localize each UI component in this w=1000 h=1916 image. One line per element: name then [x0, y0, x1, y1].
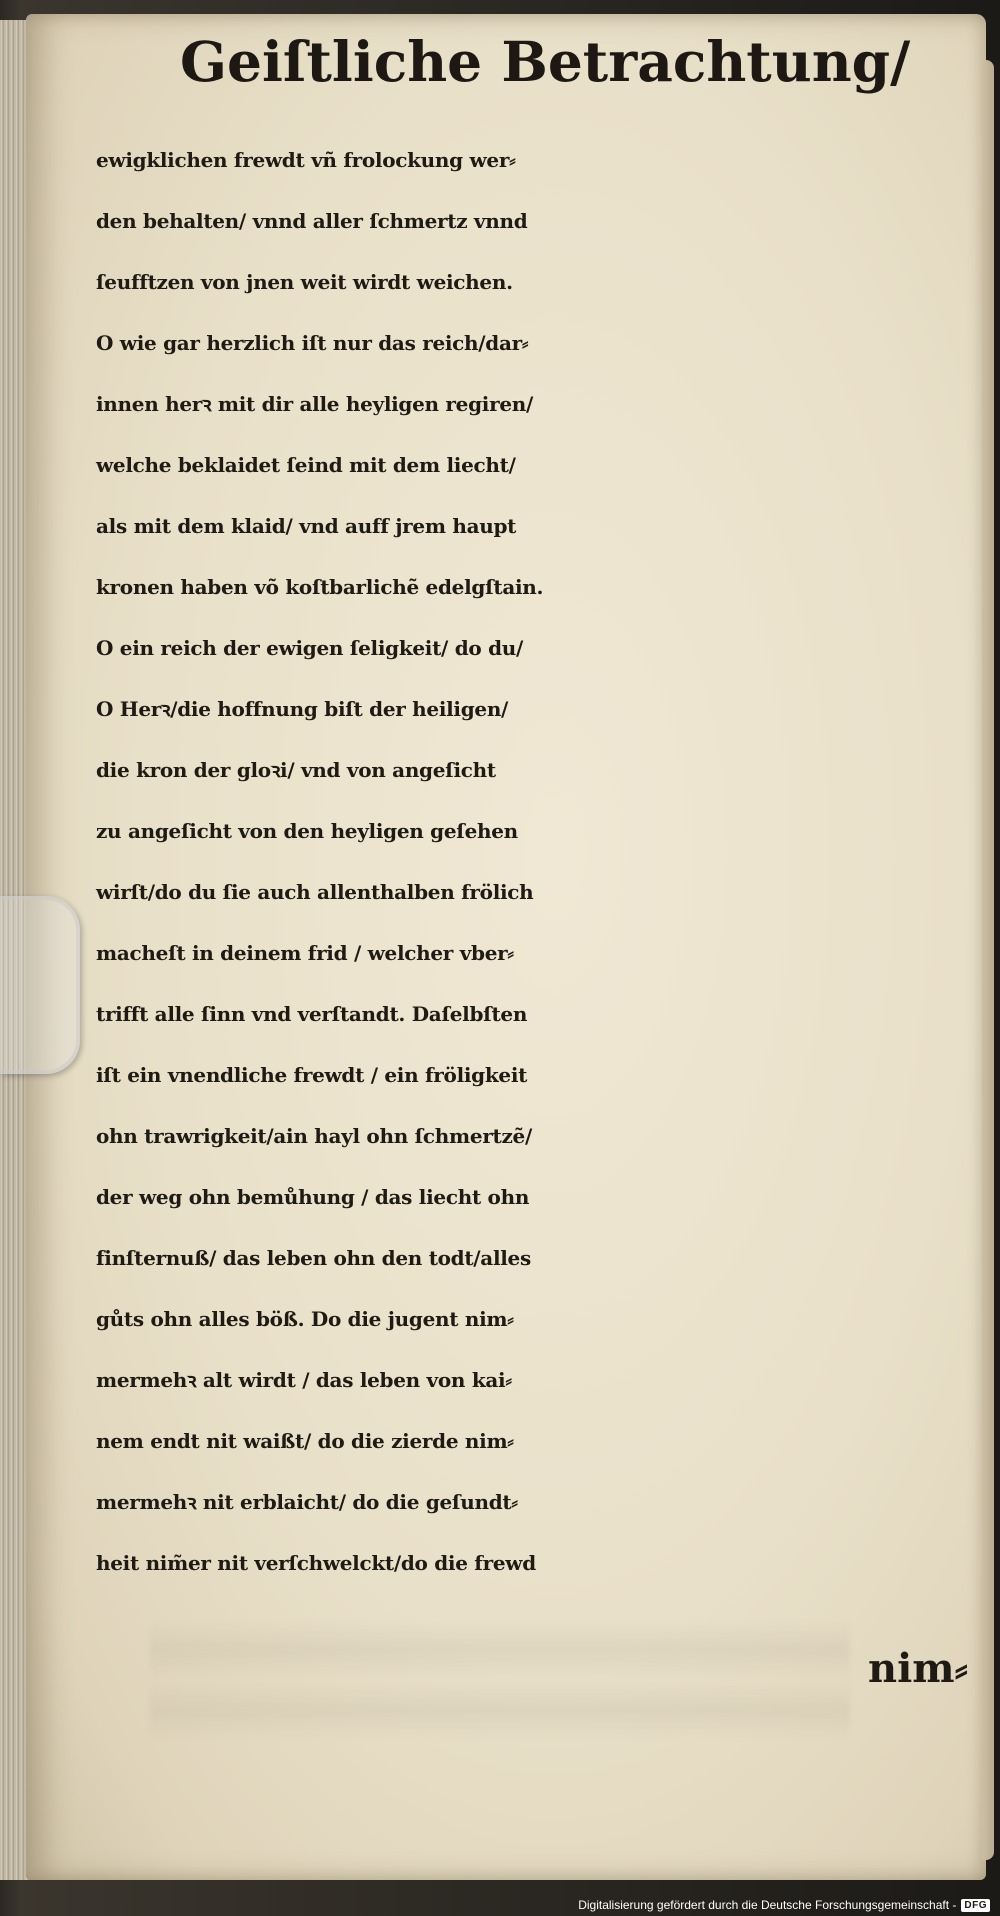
text-line: macheſt in deinem frid / welcher vber⸗ — [96, 941, 514, 965]
catchword: nim⸗ — [868, 1645, 968, 1692]
text-line: die kron der gloꝛi/ vnd von angeſicht — [96, 758, 496, 782]
text-line: iſt ein vnendliche frewdt / ein fröligkeit — [96, 1063, 528, 1087]
text-line: ohn trawrigkeit/ain hayl ohn ſchmertzẽ/ — [96, 1124, 532, 1148]
text-line: O ein reich der ewigen ſeligkeit/ do du/ — [96, 636, 524, 660]
running-head: Geiſtliche Betrachtung/ — [180, 29, 911, 94]
dfg-logo-icon: DFG — [961, 1899, 990, 1912]
text-line: finſternuß/ das leben ohn den todt/alles — [96, 1246, 531, 1270]
text-line: heit nim̃er nit verſchwelckt/do die frewd — [96, 1551, 536, 1575]
text-line: mermehꝛ alt wirdt / das leben von kai⸗ — [96, 1368, 512, 1392]
text-line: ſeufftzen von jnen weit wirdt weichen. — [96, 270, 513, 294]
text-line: kronen haben võ koſtbarlichẽ edelgſtain. — [96, 575, 544, 599]
text-line: ewigklichen frewdt vñ frolockung wer⸗ — [96, 148, 516, 172]
text-line: den behalten/ vnnd aller ſchmertz vnnd — [96, 209, 528, 233]
bleed-through-text — [150, 1620, 850, 1740]
text-line: innen herꝛ mit dir alle heyligen regiren/ — [96, 392, 533, 416]
text-line: mermehꝛ nit erblaicht/ do die geſundt⸗ — [96, 1490, 518, 1514]
text-line: welche beklaidet ſeind mit dem liecht/ — [96, 453, 516, 477]
text-line: nem endt nit waißt/ do die zierde nim⸗ — [96, 1429, 514, 1453]
text-line: trifft alle ſinn vnd verſtandt. Daſelbſten — [96, 1002, 528, 1026]
page-clip — [0, 896, 80, 1074]
text-line: O Herꝛ/die hoffnung biſt der heiligen/ — [96, 697, 509, 721]
text-line: gůts ohn alles böß. Do die jugent nim⸗ — [96, 1307, 514, 1331]
page-right-edge — [982, 60, 994, 1860]
body-text — [96, 130, 976, 1594]
credit-text: Digitalisierung gefördert durch die Deutsche Forschungsgemeinschaft - — [578, 1898, 957, 1912]
text-line: als mit dem klaid/ vnd auff jrem haupt — [96, 514, 517, 538]
text-line: wirſt/do du ſie auch allenthalben frölich — [96, 880, 534, 904]
digitization-credit — [578, 1898, 990, 1912]
text-line: O wie gar herzlich iſt nur das reich/dar⸗ — [96, 331, 529, 355]
text-line: der weg ohn bemůhung / das liecht ohn — [96, 1185, 530, 1209]
text-line: zu angeſicht von den heyligen geſehen — [96, 819, 518, 843]
